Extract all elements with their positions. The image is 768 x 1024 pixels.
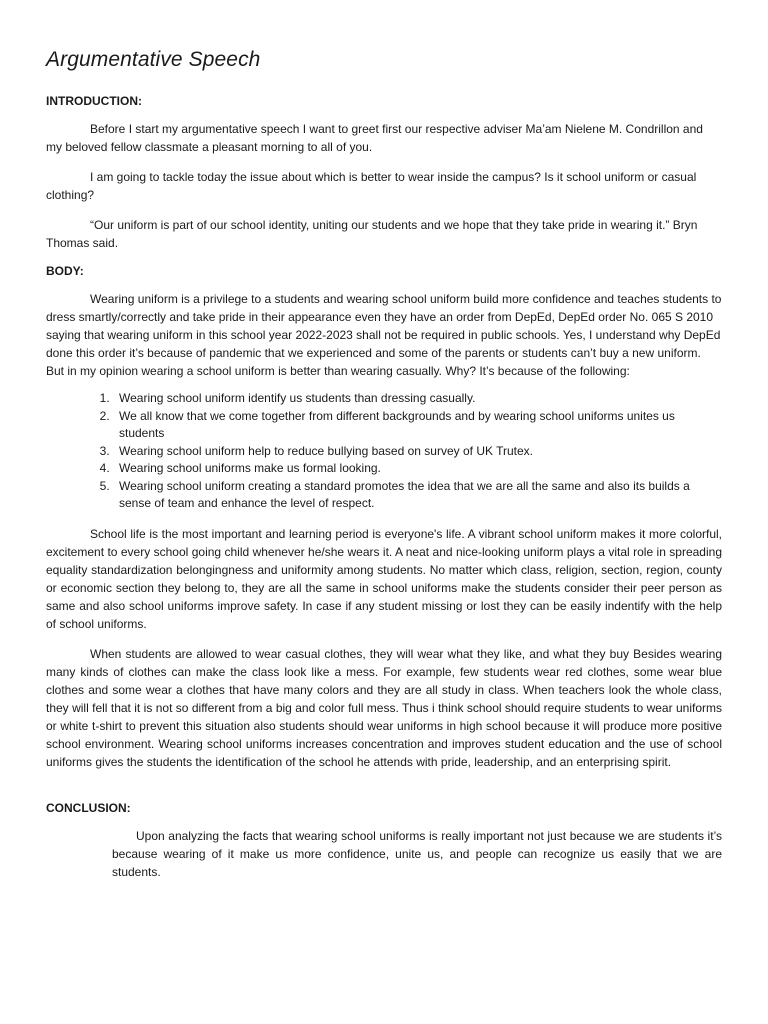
list-item: 4. Wearing school uniforms make us formal looking.	[113, 460, 722, 478]
conclusion-heading: CONCLUSION:	[46, 800, 131, 815]
intro-paragraph-2: I am going to tackle today the issue about which is better to wear inside the campus? Is it school uniform or casual clothing?	[46, 170, 697, 202]
introduction-heading: INTRODUCTION:	[46, 94, 142, 108]
intro-paragraph-3: “Our uniform is part of our school identity, uniting our students and we hope that they take pride in wearing it.” Bryn Thomas said.	[46, 218, 698, 250]
intro-paragraph-1: Before I start my argumentative speech I want to greet first our respective adviser Ma’am Nielene M. Condrillon and my beloved fellow classmate a pleasant morning to all of you.	[46, 122, 703, 154]
list-item: 2. We all know that we come together from different backgrounds and by wearing school uniforms unites us students	[113, 408, 722, 443]
reasons-list	[46, 390, 722, 513]
list-item: 5. Wearing school uniform creating a standard promotes the idea that we are all the same and also its builds a sense of team and enhance the level of respect.	[113, 478, 722, 513]
body-heading: BODY:	[46, 264, 84, 278]
document-title: Argumentative Speech	[46, 48, 261, 71]
body-paragraph-3: When students are allowed to wear casual clothes, they will wear what they like, and what they buy Besides wearing many kinds of clothes can make the class look like a mess. For example, few students wear red clothes, some wear blue clothes and some wear a clothes that have many colors and they are all study in class. When teachers look the whole class, they will fell that it is not so different from a big and color full mess. Thus i think school should require students to wear uniforms or white t-shirt to prevent this situation also students should wear uniforms in high school because it will produce more positive school environment. Wearing school uniforms increases concentration and improves student education and the use of school uniforms gives the students the identification of the school he attends with pride, leadership, and an enterprising spirit.	[46, 646, 722, 769]
document-page	[46, 48, 722, 893]
list-item: 3. Wearing school uniform help to reduce bullying based on survey of UK Trutex.	[113, 443, 722, 461]
body-paragraph-2: School life is the most important and learning period is everyone's life. A vibrant school uniform makes it more colorful, excitement to every school going child whenever he/she wears it. A neat and nice-looking uniform plays a vital role in spreading equality standardization belongingness and uniformity among students. No matter which class, religion, section, region, county or economic section they belong to, they are all the same in school uniforms make the students consider their peer person as same and also school uniforms improve safety. In case if any student missing or lost they can be easily indentify with the help of school uniforms.	[46, 526, 722, 631]
body-intro-paragraph: Wearing uniform is a privilege to a students and wearing school uniform build more confidence and teaches students to dress smartly/correctly and take pride in their appearance even they have an order from DepEd, DepEd order No. 065 S 2010 saying that wearing uniform in this school year 2022-2023 shall not be required in public schools. Yes, I understand why DepEd done this order it’s because of pandemic that we experienced and some of the parents or students can’t buy a new uniform. But in my opinion wearing a school uniform is better than wearing casually. Why? It’s because of the following:	[46, 292, 722, 378]
list-item: 1. Wearing school uniform identify us students than dressing casually.	[113, 390, 722, 408]
conclusion-paragraph: Upon analyzing the facts that wearing school uniforms is really important not just because we are students it’s because wearing of it make us more confidence, unite us, and people can recognize us easily that we are students.	[112, 828, 722, 879]
